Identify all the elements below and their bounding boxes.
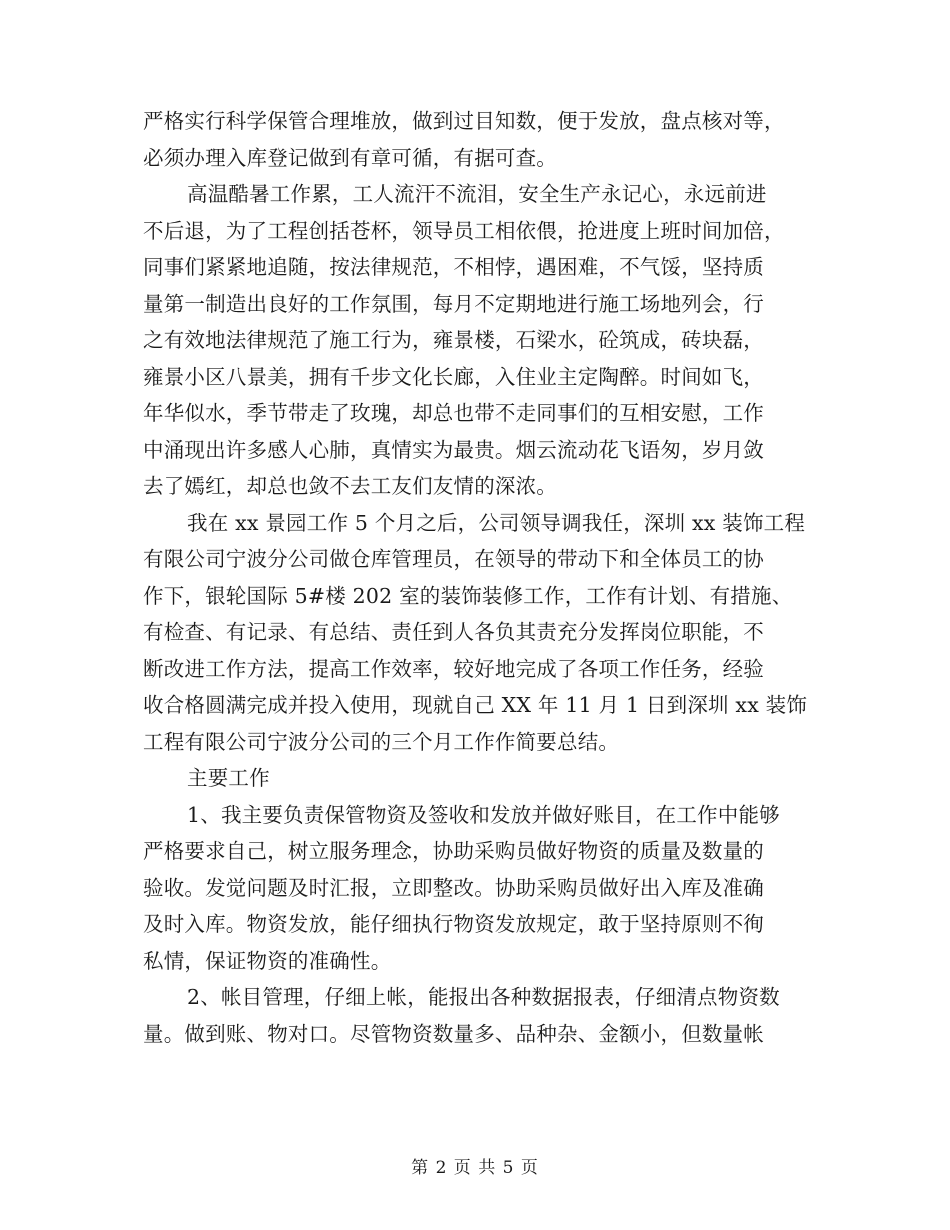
text-line: 同事们紧紧地追随，按法律规范，不相悖，遇困难，不气馁，坚持质: [143, 255, 764, 279]
paragraph: [143, 979, 813, 1052]
text-line: 之有效地法律规范了施工行为，雍景楼，石梁水，砼筑成，砖块磊，: [143, 328, 764, 352]
paragraph: [143, 797, 813, 980]
text-line: 雍景小区八景美，拥有千步文化长廊，入住业主定陶醉。时间如飞，: [143, 364, 764, 389]
text-line: 工程有限公司宁波分公司的三个月工作作简要总结。: [143, 729, 620, 754]
paragraph: [143, 103, 813, 176]
text-line: 1、我主要负责保管物资及签收和发放并做好账目，在工作中能够: [187, 802, 780, 827]
paragraph: [143, 176, 813, 505]
paragraph: [143, 760, 813, 797]
text-line: 去了嫣红，却总也敛不去工友们友情的深浓。: [143, 474, 557, 498]
text-line: 严格实行科学保管合理堆放，做到过目知数，便于发放，盘点核对等，: [143, 109, 785, 133]
text-line: 我在 xx 景园工作 5 个月之后，公司领导调我任，深圳 xx 装饰工程: [187, 510, 806, 535]
text-line: 收合格圆满完成并投入使用，现就自己 XX 年 11 月 1 日到深圳 xx 装饰: [143, 693, 808, 717]
text-line: 不后退，为了工程创括苍杯，领导员工相依偎，抢进度上班时间加倍，: [143, 218, 785, 243]
text-line: 验收。发觉问题及时汇报，立即整改。协助采购员做好出入库及准确: [143, 875, 764, 900]
text-line: 有限公司宁波分公司做仓库管理员，在领导的带动下和全体员工的协: [143, 547, 764, 571]
paragraph: [143, 505, 813, 761]
text-line: 及时入库。物资发放，能仔细执行物资发放规定，敢于坚持原则不徇: [143, 912, 764, 936]
text-line: 断改进工作方法，提高工作效率，较好地完成了各项工作任务，经验: [143, 656, 764, 681]
document-body: [143, 103, 813, 1052]
text-line: 私情，保证物资的准确性。: [143, 948, 392, 973]
text-line: 量。做到账、物对口。尽管物资数量多、品种杂、金额小，但数量帐: [143, 1021, 764, 1046]
text-line: 作下，银轮国际 5#楼 202 室的装饰装修工作，工作有计划、有措施、: [143, 583, 793, 608]
text-line: 中涌现出许多感人心肺，真情实为最贵。烟云流动花飞语匆，岁月敛: [143, 437, 764, 462]
text-line: 量第一制造出良好的工作氛围，每月不定期地进行施工场地列会，行: [143, 291, 764, 316]
text-line: 高温酷暑工作累，工人流汗不流泪，安全生产永记心，永远前进: [187, 182, 767, 206]
text-line: 年华似水，季节带走了玫瑰，却总也带不走同事们的互相安慰，工作: [143, 401, 764, 425]
text-line: 主要工作: [187, 766, 270, 790]
text-line: 有检查、有记录、有总结、责任到人各负其责充分发挥岗位职能，不: [143, 620, 764, 644]
text-line: 2、帐目管理，仔细上帐，能报出各种数据报表，仔细清点物资数: [187, 985, 780, 1009]
text-line: 必须办理入库登记做到有章可循，有据可查。: [143, 145, 557, 170]
text-line: 严格要求自己，树立服务理念，协助采购员做好物资的质量及数量的: [143, 839, 764, 863]
page-footer: 第 2 页 共 5 页: [411, 1158, 539, 1178]
